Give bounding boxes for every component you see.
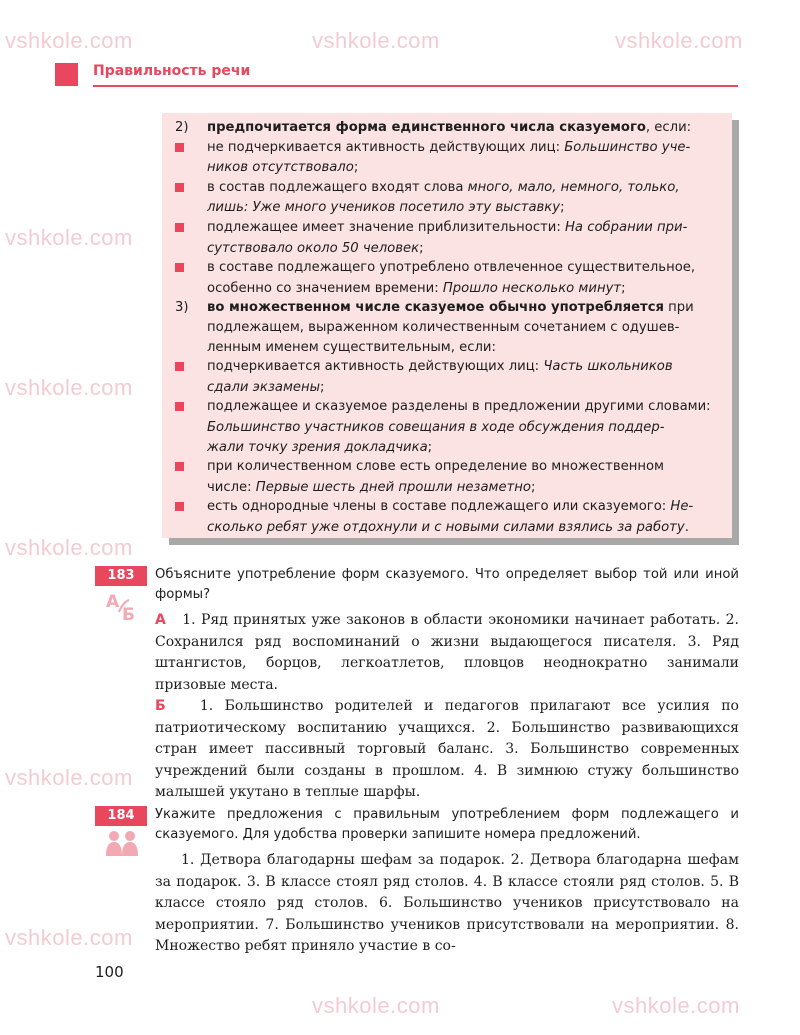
bullet-square-icon [175, 402, 184, 411]
rule-text: ; [621, 280, 626, 296]
rule-example: Большинство уче- [564, 139, 691, 155]
exercise-sentences: 1. Большинство родителей и педагогов прилагают все усилия по патриотическому воспитанию учащихся. 2. Большинство развивающихся стран имеет пассивный торговый баланс. 3. Большинство современных учреждений были созданы в прошлом. 4. В зимнюю стужу большинство малышей укутано в теплые шарфы. [155, 698, 739, 800]
bullet-square-icon [175, 362, 184, 371]
variant-marker: А [155, 612, 166, 628]
bullet-square-icon [175, 462, 184, 471]
bullet-square-icon [175, 502, 184, 511]
rule-point-2 [175, 118, 723, 138]
exercise-prompt: Укажите предложения с правильным употреблением форм подлежащего и сказуемого. Для удобства проверки запишите номера предложений. [155, 807, 739, 842]
exercise-text-b [155, 696, 739, 804]
rule-text: особенно со значением времени: [207, 280, 443, 296]
point-heading: во множественном числе сказуемое обычно употребляется [207, 300, 664, 316]
rule-text: числе: [207, 479, 256, 495]
point-heading: предпочитается форма единственного числа сказуемого [207, 120, 646, 135]
variant-marker: Б [155, 698, 166, 714]
exercise-sentences: 1. Ряд принятых уже законов в области экономики начинает работать. 2. Сохранился ряд воспоминаний о жизни выдающегося писателя. 3. Ряд штангистов, борцов, легкоатлетов, пловцов неоднократно занимали призовые места. [155, 612, 740, 693]
rule-text: не подчеркивается активность действующих лиц: [207, 139, 565, 155]
rule-item [175, 178, 723, 199]
rule-example: сутствовало около 50 человек [207, 240, 420, 256]
rule-text: подлежащем, выраженном количественным сочетанием с одушев- [207, 319, 680, 335]
rule-point-3 [175, 298, 723, 318]
rule-example: сдали экзамены [207, 379, 321, 395]
rule-text: подлежащее и сказуемое разделены в предложении другими словами: [207, 399, 711, 415]
rule-item [175, 357, 723, 378]
rule-item [175, 497, 723, 518]
watermark: vshkole.com [5, 28, 133, 53]
exercise-text: 1. Детвора благодарны шефам за подарок. 2. Детвора благодарна шефам за подарок. 3. В классе стоял ряд столов. 4. В классе стояли ряд столов. 5. В классе стояло ряд столов. 6. Большинство учеников присутствовало на мероприятии. 7. Большинство учеников присутствовали на мероприятии. 8. Множество ребят приняло участие в со- [155, 852, 739, 954]
rule-text: при количественном слове есть определение во множественном [207, 459, 664, 475]
section-title: Правильность речи [93, 63, 251, 79]
svg-text:Б: Б [122, 605, 135, 622]
rule-content [175, 118, 723, 537]
rule-example: Часть школьников [543, 359, 673, 375]
rule-text: в состав подлежащего входят слова [207, 179, 468, 195]
rule-item [175, 457, 723, 478]
rule-example: много, мало, немного, только, [467, 179, 680, 195]
bullet-square-icon [175, 223, 184, 232]
rule-text: ; [419, 240, 424, 256]
bullet-square-icon [175, 183, 184, 192]
exercise-prompt: Объясните употребление форм сказуемого. Что определяет выбор той или иной формы? [155, 567, 739, 602]
watermark: vshkole.com [312, 28, 440, 53]
rule-text: ленным именем существительным, если: [207, 339, 496, 355]
watermark: vshkole.com [615, 28, 743, 53]
rule-text: . [684, 519, 689, 535]
exercise-text-a [155, 610, 739, 696]
watermark: vshkole.com [5, 765, 133, 790]
rule-text: ; [427, 439, 433, 455]
rule-example: лишь: Уже много учеников посетило эту выставку [207, 200, 561, 216]
rule-text: ; [320, 379, 325, 395]
rule-text: в составе подлежащего употреблено отвлеченное существительное, [207, 260, 696, 276]
rule-item [175, 138, 723, 159]
rule-text: ; [560, 200, 565, 216]
rule-example: Прошло несколько минут [442, 280, 622, 296]
bullet-square-icon [175, 143, 184, 152]
letters-ab-icon [105, 590, 141, 622]
svg-text:А: А [106, 592, 120, 612]
section-marker [55, 63, 78, 86]
watermark: vshkole.com [5, 225, 133, 250]
point-number: 2) [175, 120, 189, 135]
bullet-square-icon [175, 263, 184, 272]
rule-item [175, 397, 723, 418]
rule-text: ; [353, 160, 359, 176]
rule-example: сколько ребят уже отдохнули и с новыми силами взялись за работу [207, 519, 685, 535]
watermark: vshkole.com [5, 375, 133, 400]
rule-example: Большинство участников совещания в ходе обсуждения поддер- [207, 419, 665, 435]
point-number: 3) [175, 300, 189, 316]
watermark: vshkole.com [5, 925, 133, 950]
rule-example: Не- [670, 499, 694, 515]
rule-example: Первые шесть дней прошли незаметно [255, 479, 531, 495]
rule-text: ; [530, 479, 536, 495]
rule-text: есть однородные члены в составе подлежащего или сказуемого: [207, 499, 671, 515]
watermark: vshkole.com [312, 993, 440, 1018]
rule-text: подлежащее имеет значение приблизительности: [207, 219, 565, 235]
rule-text: подчеркивается активность действующих лиц: [207, 359, 544, 375]
pair-work-icon [105, 830, 139, 856]
rule-item [175, 258, 723, 279]
header-divider [93, 85, 738, 87]
page-number: 100 [95, 963, 124, 981]
exercise-number-badge: 184 [95, 806, 147, 826]
point-heading-tail: , если: [645, 120, 692, 135]
rule-item [175, 218, 723, 239]
watermark: vshkole.com [612, 993, 740, 1018]
exercise-number-badge: 183 [95, 566, 147, 586]
rule-example: На собрании при- [565, 219, 688, 235]
rule-example: ников отсутствовало [207, 160, 354, 176]
watermark: vshkole.com [5, 535, 133, 560]
point-heading-tail: при [663, 300, 694, 316]
rule-example: жали точку зрения докладчика [207, 439, 428, 455]
